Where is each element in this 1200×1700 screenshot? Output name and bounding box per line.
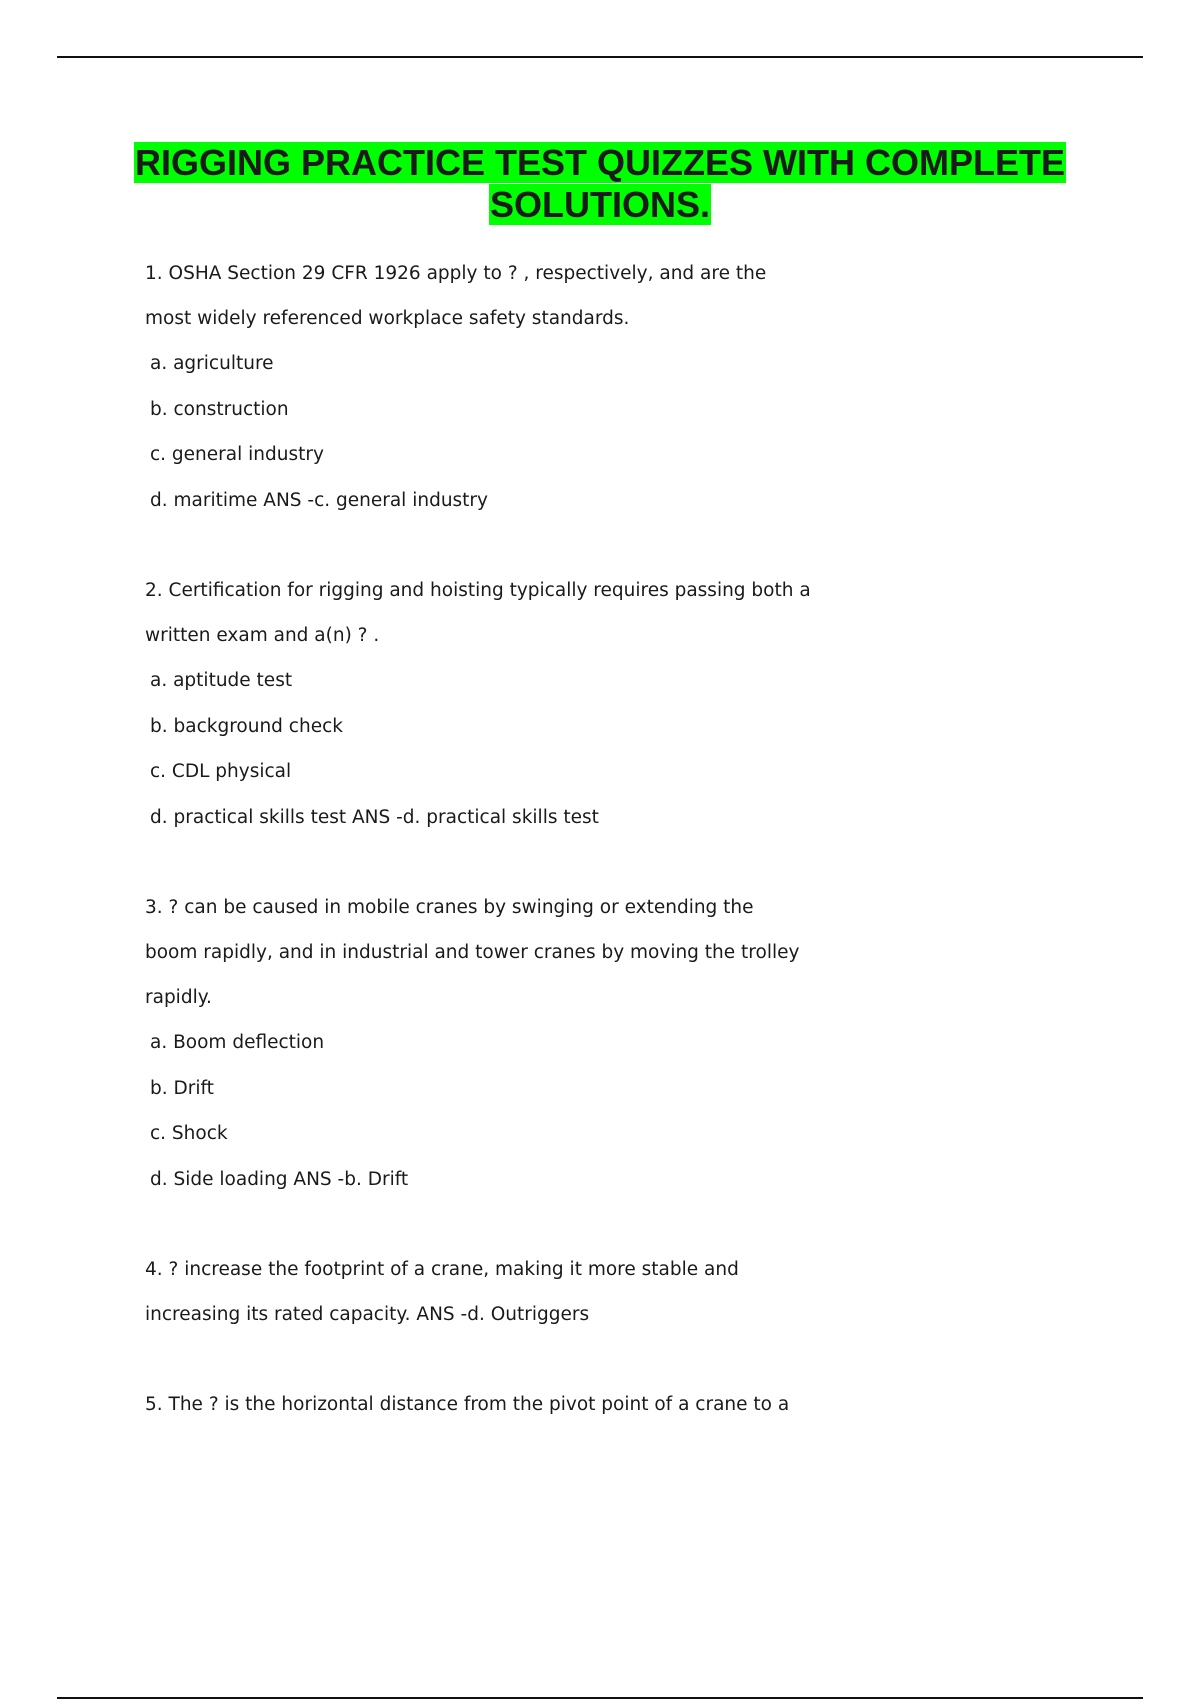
question-text-line: 1. OSHA Section 29 CFR 1926 apply to ? , respectively, and are the [145,263,767,284]
footer-rule [57,1697,1143,1699]
question-block [145,252,1085,523]
answer-option: a. aptitude test [150,670,293,692]
question-text-line: boom rapidly, and in industrial and tower cranes by moving the trolley [145,941,800,963]
answer-option: c. general industry [150,444,324,466]
question-block [145,1248,1085,1337]
answer-option: d. Side loading ANS -b. Drift [150,1168,409,1190]
question-block [145,886,1085,1202]
question-text-line: 2. Certification for rigging and hoisting typically requires passing both a [145,580,811,602]
answer-option: b. Drift [150,1077,214,1099]
answer-option: d. maritime ANS -c. general industry [150,489,488,511]
answer-option: b. construction [150,398,289,420]
header-rule [57,56,1143,58]
question-block [145,569,1085,840]
answer-option: c. Shock [150,1123,228,1145]
answer-option: a. Boom deflection [150,1032,325,1054]
answer-option: d. practical skills test ANS -d. practical skills test [150,806,599,828]
question-text-line: written exam and a(n) ? . [145,624,380,646]
title-line-2: SOLUTIONS. [489,184,710,225]
question-text-line: 5. The ? is the horizontal distance from the pivot point of a crane to a [145,1394,790,1416]
answer-option: b. background check [150,715,343,737]
question-list [145,263,1085,1474]
question-text-line: 3. ? can be caused in mobile cranes by swinging or extending the [145,897,754,919]
question-text-line: most widely referenced workplace safety standards. [145,307,630,329]
question-text-line: 4. ? increase the footprint of a crane, making it more stable and [145,1259,739,1281]
answer-option: c. CDL physical [150,761,292,783]
question-block [145,1383,1085,1428]
question-text-line: rapidly. [145,986,212,1008]
document-title [100,142,1100,226]
answer-option: a. agriculture [150,353,274,375]
title-line-1: RIGGING PRACTICE TEST QUIZZES WITH COMPLETE [134,142,1065,183]
question-text-line: increasing its rated capacity. ANS -d. Outriggers [145,1303,590,1325]
